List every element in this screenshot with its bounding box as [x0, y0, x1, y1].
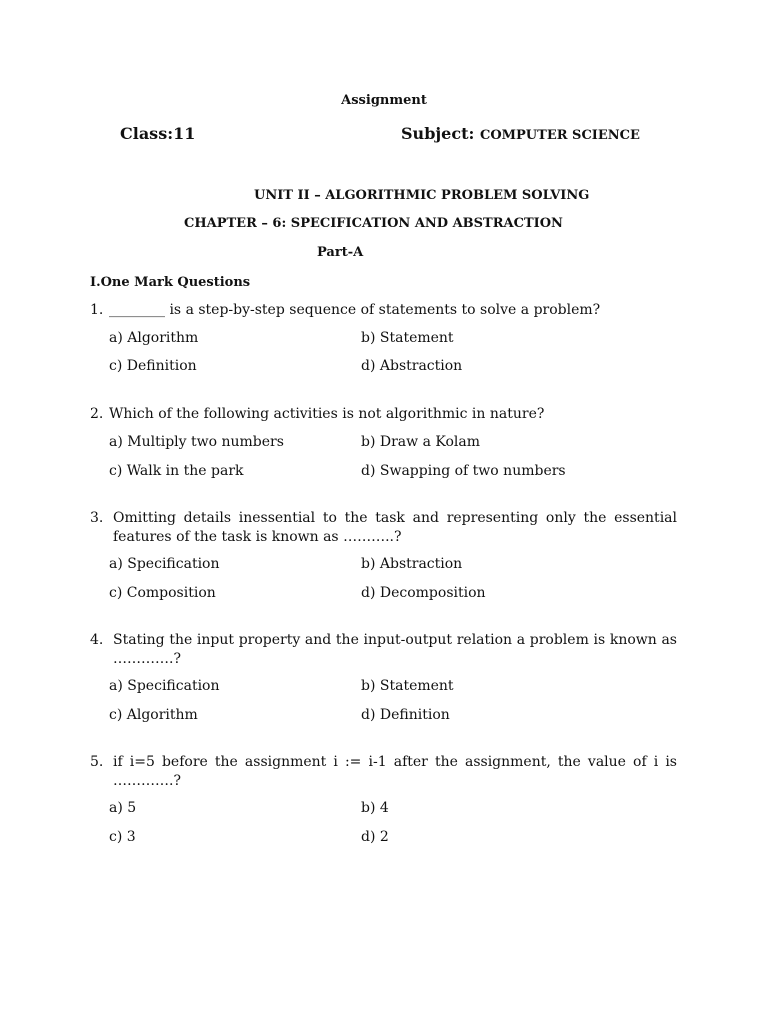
option-d: d) 2	[361, 829, 389, 845]
option-c: c) Algorithm	[109, 707, 198, 723]
question-1	[90, 301, 677, 320]
option-b: b) Statement	[361, 678, 454, 694]
option-a: a) Multiply two numbers	[109, 434, 284, 450]
option-a: a) 5	[109, 800, 137, 816]
option-b: b) Abstraction	[361, 556, 463, 572]
part-heading: Part-A	[317, 245, 364, 260]
option-a: a) Specification	[109, 678, 220, 694]
option-d: d) Decomposition	[361, 585, 486, 601]
option-d: d) Abstraction	[361, 358, 463, 374]
option-c: c) Definition	[109, 358, 197, 374]
question-number: 5.	[90, 754, 104, 770]
subject-value: COMPUTER SCIENCE	[479, 128, 640, 143]
option-d: d) Definition	[361, 707, 450, 723]
question-text: Stating the input property and the input-output relation a problem is known as ………….?	[113, 632, 677, 667]
question-text: Omitting details inessential to the task and representing only the essential features of the task is known as ………..?	[113, 510, 677, 545]
question-4	[90, 631, 677, 669]
question-text: if i=5 before the assignment i := i-1 after the assignment, the value of i is ………….?	[113, 754, 677, 789]
question-number: 2.	[90, 406, 104, 422]
option-d: d) Swapping of two numbers	[361, 463, 566, 479]
question-text: ________ is a step-by-step sequence of statements to solve a problem?	[109, 302, 601, 318]
option-c: c) Composition	[109, 585, 216, 601]
unit-heading: UNIT II – ALGORITHMIC PROBLEM SOLVING	[254, 188, 590, 203]
question-number: 4.	[90, 632, 104, 648]
section-heading: I.One Mark Questions	[90, 275, 251, 290]
option-c: c) Walk in the park	[109, 463, 244, 479]
class-label: Class:11	[120, 124, 196, 143]
subject-label: Subject:	[401, 124, 475, 143]
option-b: b) 4	[361, 800, 389, 816]
subject-line	[401, 124, 640, 143]
option-b: b) Statement	[361, 330, 454, 346]
option-a: a) Specification	[109, 556, 220, 572]
question-5	[90, 753, 677, 791]
chapter-heading: CHAPTER – 6: SPECIFICATION AND ABSTRACTION	[184, 216, 563, 231]
question-number: 3.	[90, 510, 104, 526]
option-c: c) 3	[109, 829, 136, 845]
document-title: Assignment	[341, 93, 427, 108]
question-text: Which of the following activities is not algorithmic in nature?	[109, 406, 545, 422]
question-number: 1.	[90, 302, 104, 318]
question-2	[90, 405, 677, 424]
option-b: b) Draw a Kolam	[361, 434, 480, 450]
question-3	[90, 509, 677, 547]
option-a: a) Algorithm	[109, 330, 199, 346]
